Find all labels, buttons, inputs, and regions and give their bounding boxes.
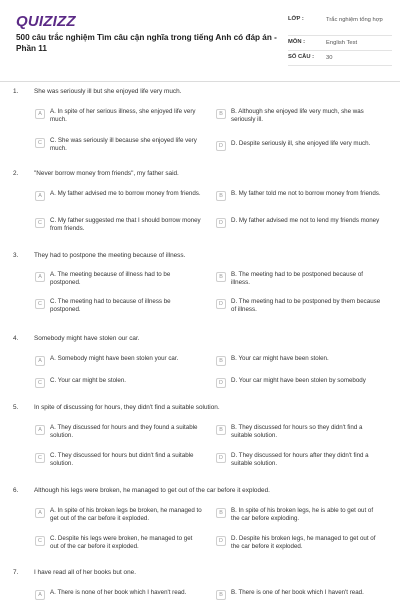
answer-option[interactable] — [35, 452, 202, 468]
option-letter-box: C — [35, 378, 45, 388]
question-text: Somebody might have stolen our car. — [34, 335, 140, 342]
answer-option[interactable] — [216, 217, 383, 228]
worksheet-meta — [288, 13, 392, 66]
option-letter-box: D — [216, 378, 226, 388]
option-letter-box: D — [216, 141, 226, 151]
answer-option[interactable] — [216, 452, 383, 468]
meta-value: 30 — [326, 55, 333, 61]
option-text: A. There is none of her book which I haven't read. — [50, 589, 187, 596]
option-letter-box: C — [35, 218, 45, 228]
option-letter-box: A — [35, 356, 45, 366]
option-letter-box: A — [35, 590, 45, 600]
option-letter-box: D — [216, 299, 226, 309]
question-text: In spite of discussing for hours, they didn't find a suitable solution. — [34, 404, 220, 411]
question-number: 7. — [13, 569, 19, 576]
answer-option[interactable] — [216, 377, 383, 388]
option-letter-box: A — [35, 272, 45, 282]
meta-value: Trắc nghiệm tổng hợp — [326, 17, 383, 23]
option-text: B. Although she enjoyed life very much, she was seriously ill. — [231, 108, 364, 123]
answer-option[interactable] — [216, 355, 383, 366]
question-text: Although his legs were broken, he managed to get out of the car before it exploded. — [34, 487, 270, 494]
option-text: B. They discussed for hours so they didn't find a suitable solution. — [231, 424, 363, 439]
option-text: D. The meeting had to be postponed by them because of illness. — [231, 298, 381, 313]
question-text: They had to postpone the meeting because of illness. — [34, 252, 186, 259]
option-text: B. My father told me not to borrow money from friends. — [231, 190, 381, 197]
worksheet-title: 500 câu trắc nghiệm Tìm câu cận nghĩa trong tiếng Anh có đáp án - Phần 11 — [16, 33, 277, 53]
answer-option[interactable] — [35, 507, 202, 523]
option-text: B. In spite of his broken legs, he is able to get out of the car before exploding. — [231, 507, 374, 522]
answer-option[interactable] — [35, 137, 202, 153]
option-text: A. My father advised me to borrow money from friends. — [50, 190, 201, 197]
question-number: 3. — [13, 252, 19, 259]
worksheet-header — [0, 0, 400, 80]
header-divider — [0, 81, 400, 82]
option-letter-box: B — [216, 425, 226, 435]
option-letter-box: A — [35, 109, 45, 119]
option-letter-box: C — [35, 299, 45, 309]
option-text: D. My father advised me not to lend my friends money — [231, 217, 380, 224]
option-text: D. Despite his broken legs, he managed to get out of the car before it exploded. — [231, 535, 376, 550]
answer-option[interactable] — [216, 140, 383, 151]
answer-option[interactable] — [216, 589, 383, 600]
answer-option[interactable] — [35, 355, 202, 366]
meta-row-subject — [288, 36, 392, 51]
option-letter-box: B — [216, 272, 226, 282]
question-number: 1. — [13, 88, 19, 95]
meta-label: LỚP : — [288, 16, 304, 22]
answer-option[interactable] — [35, 217, 202, 233]
question-text: I have read all of her books but one. — [34, 569, 136, 576]
answer-option[interactable] — [216, 424, 383, 440]
answer-option[interactable] — [35, 589, 202, 600]
answer-option[interactable] — [216, 190, 383, 201]
option-letter-box: A — [35, 508, 45, 518]
option-text: B. There is one of her book which I haven't read. — [231, 589, 364, 596]
option-letter-box: A — [35, 191, 45, 201]
meta-label: SỐ CÂU : — [288, 54, 315, 60]
meta-label: MÔN : — [288, 39, 306, 45]
option-letter-box: B — [216, 356, 226, 366]
option-letter-box: D — [216, 218, 226, 228]
answer-option[interactable] — [35, 190, 202, 201]
quizizz-logo: QUIZIZZ — [16, 13, 76, 30]
option-letter-box: B — [216, 109, 226, 119]
option-letter-box: C — [35, 536, 45, 546]
option-letter-box: B — [216, 590, 226, 600]
answer-option[interactable] — [216, 535, 383, 551]
meta-value: English Test — [326, 40, 358, 46]
option-text: C. The meeting had to because of illness be postponed. — [50, 298, 171, 313]
option-text: B. Your car might have been stolen. — [231, 355, 329, 362]
option-text: A. The meeting because of illness had to be postponed. — [50, 271, 171, 286]
option-text: A. In spite of his broken legs be broken, he managed to get out of the car before it exploded. — [50, 507, 202, 522]
question-text: "Never borrow money from friends", my father said. — [34, 170, 179, 177]
option-letter-box: D — [216, 536, 226, 546]
option-letter-box: A — [35, 425, 45, 435]
answer-option[interactable] — [216, 298, 383, 314]
answer-option[interactable] — [35, 298, 202, 314]
answer-option[interactable] — [216, 108, 383, 124]
option-letter-box: D — [216, 453, 226, 463]
answer-option[interactable] — [35, 377, 202, 388]
meta-row-count — [288, 51, 392, 66]
answer-option[interactable] — [216, 507, 383, 523]
option-text: C. She was seriously ill because she enjoyed life very much. — [50, 137, 197, 152]
option-text: C. Your car might be stolen. — [50, 377, 127, 384]
option-text: C. Despite his legs were broken, he managed to get out of the car before it exploded. — [50, 535, 193, 550]
question-text: She was seriously ill but she enjoyed life very much. — [34, 88, 182, 95]
option-text: A. In spite of her serious illness, she enjoyed life very much. — [50, 108, 196, 123]
answer-option[interactable] — [35, 424, 202, 440]
answer-option[interactable] — [216, 271, 383, 287]
option-text: D. Your car might have been stolen by somebody — [231, 377, 366, 384]
option-text: A. Somebody might have been stolen your car. — [50, 355, 179, 362]
option-text: C. They discussed for hours but didn't find a suitable solution. — [50, 452, 194, 467]
question-number: 5. — [13, 404, 19, 411]
answer-option[interactable] — [35, 535, 202, 551]
question-number: 6. — [13, 487, 19, 494]
option-text: B. The meeting had to be postponed because of illness. — [231, 271, 363, 286]
meta-row-class — [288, 13, 392, 36]
option-letter-box: C — [35, 138, 45, 148]
option-text: C. My father suggested me that I should borrow money from friends. — [50, 217, 201, 232]
option-text: A. They discussed for hours and they found a suitable solution. — [50, 424, 198, 439]
answer-option[interactable] — [35, 271, 202, 287]
answer-option[interactable] — [35, 108, 202, 124]
option-letter-box: B — [216, 508, 226, 518]
option-letter-box: B — [216, 191, 226, 201]
question-number: 2. — [13, 170, 19, 177]
option-letter-box: C — [35, 453, 45, 463]
option-text: D. They discussed for hours after they didn't find a suitable solution. — [231, 452, 369, 467]
option-text: D. Despite seriously ill, she enjoyed life very much. — [231, 140, 371, 147]
question-number: 4. — [13, 335, 19, 342]
